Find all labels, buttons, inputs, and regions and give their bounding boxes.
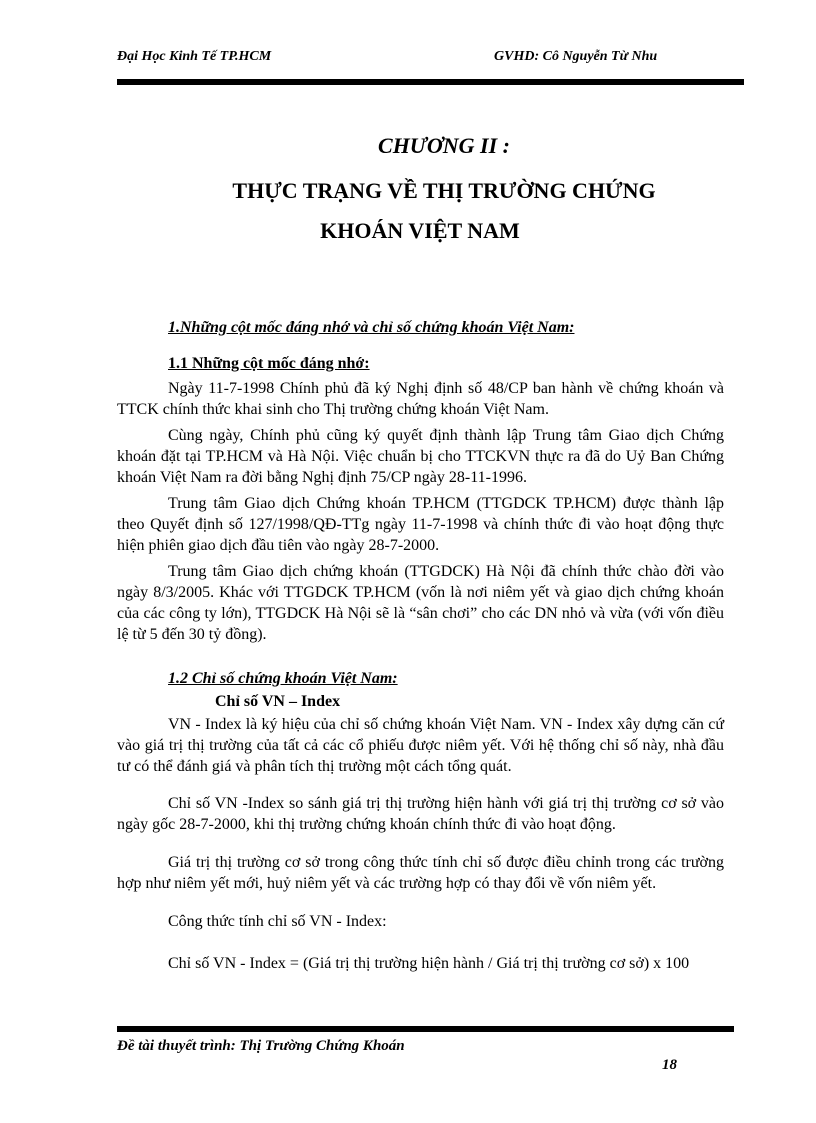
chapter-number: CHƯƠNG II :: [378, 133, 510, 158]
section-1-1-heading: 1.1 Những cột mốc đáng nhớ:: [168, 355, 370, 372]
chapter-title-line2: KHOÁN VIỆT NAM: [320, 218, 520, 243]
paragraph: Cùng ngày, Chính phủ cũng ký quyết định thành lập Trung tâm Giao dịch Chứng khoán đặt tại TP.HCM và Hà Nội. Việc chuẩn bị cho TTCKVN thực ra đã do Uỷ Ban Chứng khoán Việt Nam ra đời bằng Nghị định 75/CP ngày 28-11-1996.: [117, 427, 724, 486]
paragraph: Ngày 11-7-1998 Chính phủ đã ký Nghị định số 48/CP ban hành về chứng khoán và TTCK chính thức khai sinh cho Thị trường chứng khoán Việt Nam.: [117, 380, 724, 418]
section-1-2-heading: 1.2 Chỉ số chứng khoán Việt Nam:: [168, 670, 398, 687]
index-title: Chỉ số VN – Index: [215, 693, 341, 710]
paragraph: Trung tâm Giao dịch Chứng khoán TP.HCM (TTGDCK TP.HCM) được thành lập theo Quyết định số 127/1998/QĐ-TTg ngày 11-7-1998 và chính thức đi vào hoạt động thực hiện phiên giao dịch đầu tiên vào ngày 28-7-2000.: [117, 495, 724, 554]
paragraph: VN - Index là ký hiệu của chỉ số chứng khoán Việt Nam. VN - Index xây dựng căn cứ vào giá trị thị trường của tất cả các cổ phiếu được niêm yết. Với hệ thống chỉ số này, nhà đầu tư có thể đánh giá và phân tích thị trường một cách tổng quát.: [117, 716, 724, 775]
page-number: 18: [662, 1057, 677, 1073]
header-right: GVHD: Cô Nguyễn Từ Nhu: [494, 49, 658, 64]
footer-title: Đề tài thuyết trình: Thị Trường Chứng Khoán: [117, 1038, 405, 1054]
formula: Chỉ số VN - Index = (Giá trị thị trường hiện hành / Giá trị thị trường cơ sở) x 100: [168, 955, 690, 972]
header-rule: [117, 79, 744, 85]
section-1-heading: 1.Những cột mốc đáng nhớ và chỉ số chứng khoán Việt Nam:: [168, 319, 575, 336]
chapter-title-line1: THỰC TRẠNG VỀ THỊ TRƯỜNG CHỨNG: [232, 178, 656, 203]
paragraph: Công thức tính chỉ số VN - Index:: [168, 913, 387, 930]
header-left: Đại Học Kinh Tế TP.HCM: [117, 49, 272, 64]
paragraph: Giá trị thị trường cơ sở trong công thức tính chỉ số được điều chỉnh trong các trường hợp như niêm yết mới, huỷ niêm yết và các trường hợp có thay đổi về vốn niêm yết.: [117, 854, 724, 892]
paragraph: Chỉ số VN -Index so sánh giá trị thị trường hiện hành với giá trị thị trường cơ sở vào ngày gốc 28-7-2000, khi thị trường chứng khoán chính thức đi vào hoạt động.: [117, 795, 724, 833]
paragraph: Trung tâm Giao dịch chứng khoán (TTGDCK) Hà Nội đã chính thức chào đời vào ngày 8/3/2005. Khác với TTGDCK TP.HCM (vốn là nơi niêm yết và giao dịch chứng khoán của các công ty lớn), TTGDCK Hà Nội sẽ là “sân chơi” cho các DN nhỏ và vừa (với vốn điều lệ từ 5 đến 30 tỷ đồng).: [117, 563, 724, 643]
footer-rule: [117, 1026, 734, 1032]
